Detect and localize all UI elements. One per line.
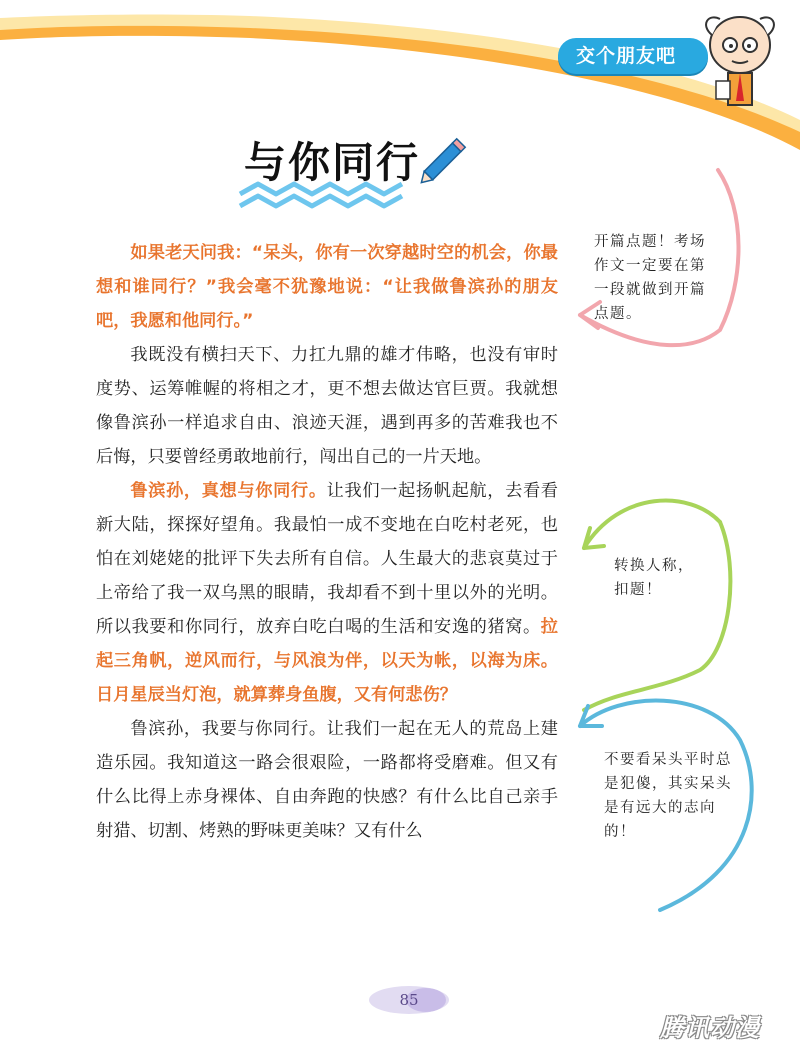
paragraph bbox=[96, 236, 558, 338]
article-body bbox=[96, 236, 558, 848]
page-title: 与你同行 bbox=[244, 138, 421, 187]
highlighted-text: 鲁滨孙，真想与你同行。 bbox=[130, 481, 327, 501]
paragraph bbox=[96, 712, 558, 848]
mascot-illustration bbox=[690, 5, 790, 117]
side-note-3: 不要看呆头平时总是犯傻，其实呆头是有远大的志向的！ bbox=[604, 752, 732, 840]
paragraph bbox=[96, 338, 558, 474]
page-number: 85 bbox=[399, 991, 419, 1009]
highlighted-text: 如果老天问我：“呆头，你有一次穿越时空的机会，你最想和谁同行？”我会毫不犹豫地说：“让我做鲁滨孙的朋友吧，我愿和他同行。” bbox=[96, 243, 558, 331]
paragraph bbox=[96, 474, 558, 712]
highlighted-text: 拉起三角帆，逆风而行，与风浪为伴，以天为帐，以海为床。日月星辰当灯泡，就算葬身鱼腹，又有何悲伤？ bbox=[96, 617, 558, 705]
zigzag-decoration bbox=[236, 180, 416, 210]
paragraph-text: 鲁滨孙，我要与你同行。让我们一起在无人的荒岛上建造乐园。我知道这一路会很艰险，一路都将受磨难。但又有什么比得上赤身裸体、自由奔跑的快感？有什么比自己亲手射猎、切割、烤熟的野味更美味？又有什么 bbox=[96, 719, 558, 841]
title-block bbox=[236, 130, 496, 220]
paragraph-text: 让我们一起扬帆起航，去看看新大陆，探探好望角。我最怕一成不变地在白吃村老死，也怕在刘姥姥的批评下失去所有自信。人生最大的悲哀莫过于上帝给了我一双乌黑的眼睛，我却看不到十里以外的光明。所以我要和你同行，放弃白吃白喝的生活和安逸的猪窝。 bbox=[96, 481, 558, 637]
annotation-curves bbox=[540, 150, 800, 930]
side-note-1: 开篇点题！考场作文一定要在第一段就做到开篇点题。 bbox=[594, 234, 706, 322]
watermark-logo: 腾讯动漫 bbox=[660, 1014, 760, 1042]
section-tag: 交个朋友吧 bbox=[558, 38, 708, 74]
paragraph-text: 我既没有横扫天下、力扛九鼎的雄才伟略，也没有审时度势、运筹帷幄的将相之才，更不想去做达官巨贾。我就想像鲁滨孙一样追求自由、浪迹天涯，遇到再多的苦难我也不后悔，只要曾经勇敢地前行，闯出自己的一片天地。 bbox=[96, 345, 558, 467]
pencil-icon bbox=[414, 130, 474, 190]
side-note-2: 转换人称，扣题！ bbox=[614, 558, 694, 598]
